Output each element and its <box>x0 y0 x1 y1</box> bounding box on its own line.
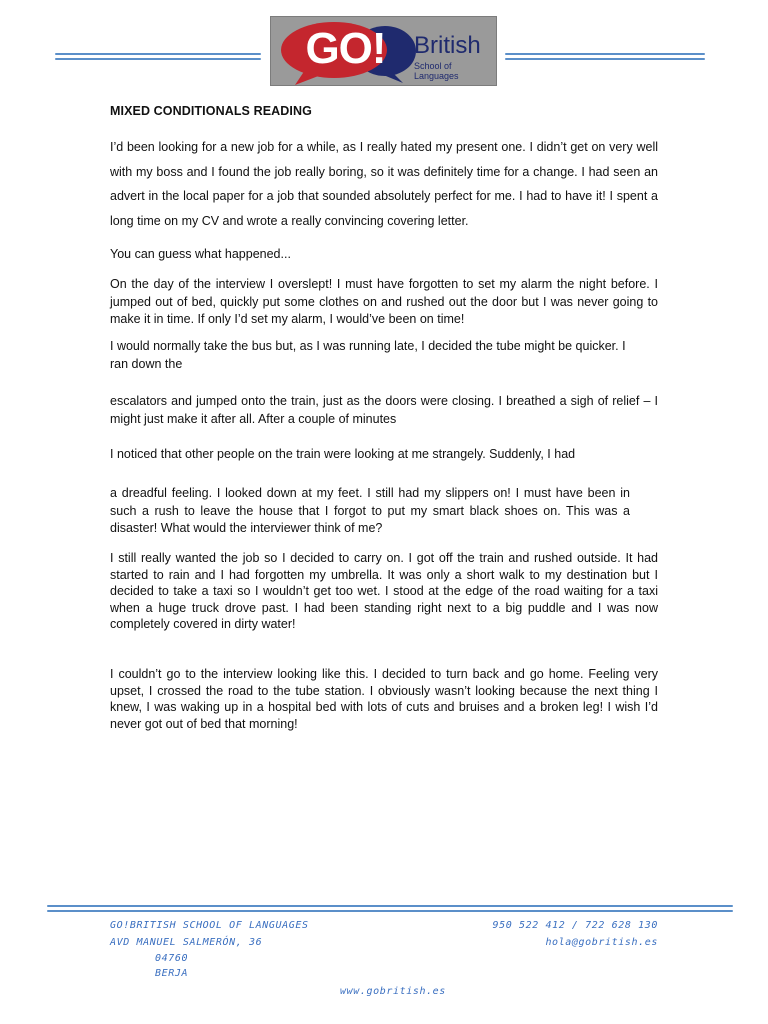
footer-postal-code: 04760 <box>155 953 189 964</box>
paragraph-4: I would normally take the bus but, as I was running late, I decided the tube might be quicker. I ran down the <box>110 339 626 371</box>
footer-phones: 950 522 412 / 722 628 130 <box>492 920 658 931</box>
paragraph-8: I still really wanted the job so I decided to carry on. I got off the train and rushed outside. It had started to rain and I had forgotten my umbrella. It was only a short walk to my destination but I decided to take a taxi so I wouldn’t get too wet. I stood at the edge of the road waiting for a taxi when a huge truck drove past. I had been standing right next to a big puddle and I was now completely covered in dirty water! <box>110 551 658 631</box>
footer-school-name: GO!BRITISH SCHOOL OF LANGUAGES <box>110 920 309 931</box>
paragraph-7: a dreadful feeling. I looked down at my feet. I still had my slippers on! I must have been in such a rush to leave the house that I forgot to put my smart black shoes on. This was a disaster! What would the interviewer think of me? <box>110 486 630 535</box>
footer-rule <box>47 905 733 913</box>
footer-email[interactable]: hola@gobritish.es <box>545 937 658 948</box>
logo-brand: British <box>414 32 481 59</box>
header-rule-left <box>55 53 261 61</box>
footer-website[interactable]: www.gobritish.es <box>340 986 446 997</box>
footer-address: AVD MANUEL SALMERÓN, 36 <box>110 937 263 948</box>
paragraph-3: On the day of the interview I overslept! I must have forgotten to set my alarm the night before. I jumped out of bed, quickly put some clothes on and rushed out the door but I was never going to make it in time. If only I’d set my alarm, I would’ve been on time! <box>110 277 658 326</box>
logo-mark: GO! <box>305 24 386 73</box>
footer-city: BERJA <box>155 968 189 979</box>
paragraph-6: I noticed that other people on the train were looking at me strangely. Suddenly, I had <box>110 447 576 461</box>
paragraph-2: You can guess what happened... <box>110 247 291 261</box>
header-rule-right <box>505 53 705 61</box>
document-title: MIXED CONDITIONALS READING <box>110 104 312 118</box>
school-logo <box>270 16 497 86</box>
logo-tagline: School of Languages <box>414 61 459 81</box>
paragraph-1: I’d been looking for a new job for a while, as I really hated my present one. I didn’t get on very well with my boss and I found the job really boring, so it was definitely time for a change. I had seen an advert in the local paper for a job that sounded absolutely perfect for me. I had to have it! I spent a long time on my CV and wrote a really convincing covering letter. <box>110 140 658 228</box>
paragraph-9: I couldn’t go to the interview looking like this. I decided to turn back and go home. Feeling very upset, I crossed the road to the tube station. I obviously wasn’t looking because the next thing I knew, I was waking up in a hospital bed with lots of cuts and bruises and a broken leg! I wish I’d never got out of bed that morning! <box>110 667 658 731</box>
paragraph-5: escalators and jumped onto the train, just as the doors were closing. I breathed a sigh of relief – I might just make it after all. After a couple of minutes <box>110 394 658 426</box>
